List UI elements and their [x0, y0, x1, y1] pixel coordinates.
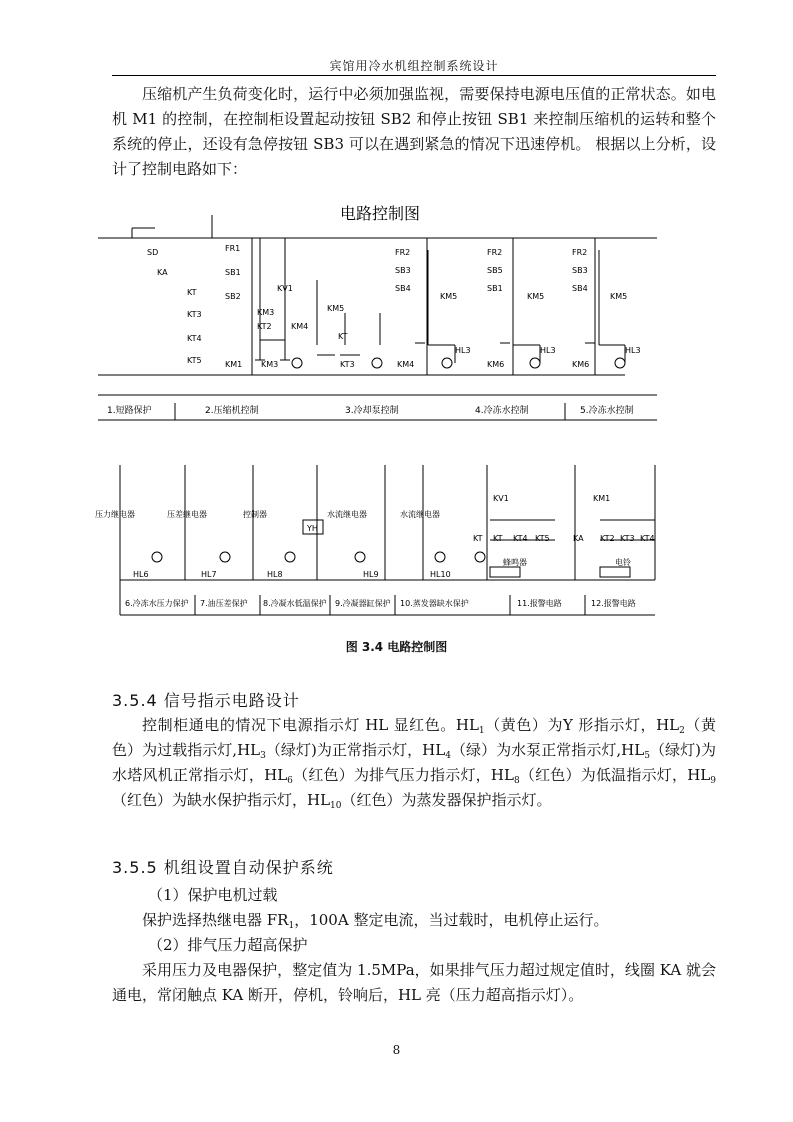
col-label: KM5 [610, 292, 628, 301]
running-header: 宾馆用冷水机组控制系统设计 [329, 59, 499, 73]
top-section-label: 3.冷却泵控制 [345, 406, 399, 416]
col-label: FR2 [487, 248, 503, 257]
alarm-label: KV1 [493, 494, 509, 503]
col-label: HL3 [625, 346, 641, 355]
top-section-label: 2.压缩机控制 [205, 406, 259, 416]
col-label: KM5 [527, 292, 545, 301]
relay-label: 水流继电器 [327, 510, 367, 519]
hl-label: HL7 [201, 570, 217, 579]
section-354-paragraph: 控制柜通电的情况下电源指示灯 HL 显红色。$HL_1$（黄色）为Y 形指示灯，$HL_2$（黄色）为过载指示灯$,HL_3$（绿灯)为正常指示灯，$HL_4$（绿）为水泵正常指示灯$,HL_5$（绿灯)为水塔风机正常指示灯，$HL_6$（红色）为排气压力指示灯，$HL_8$（红色）为低温指示灯，$HL_9$（红色）为缺水保护指示灯，$HL_{10}$（红色）为蒸发器保护指示灯。 [112, 716, 717, 811]
comp-label: FR1 [225, 244, 241, 253]
comp-label: KM5 [327, 304, 345, 313]
item1-text: 保护选择热继电器 $FR_1$，100A 整定电流，当过载时，电机停止运行。 [142, 911, 609, 931]
alarm2-label: KA [573, 534, 584, 543]
top-section-label: 4.冷冻水控制 [475, 406, 529, 416]
col-label: SB1 [487, 284, 503, 293]
comp-label: KM4 [291, 322, 309, 331]
bottom-section-label: 8.冷凝水低温保护 [263, 599, 327, 608]
section-heading-355: 3.5.5 机组设置自动保护系统 [112, 858, 334, 877]
alarm2-label: KT4 [640, 534, 655, 543]
col-label: HL3 [455, 346, 471, 355]
col-label: SB5 [487, 266, 503, 275]
comp-label: KM3 [261, 360, 279, 369]
left-label: KA [157, 268, 168, 277]
left-label: SD [147, 248, 159, 257]
alarm2-label: 电铃 [615, 558, 631, 567]
alarm2-label: KT3 [620, 534, 635, 543]
comp-label: KT2 [257, 322, 272, 331]
col-label: KM5 [440, 292, 458, 301]
intro-paragraph: 压缩机产生负荷变化时，运行中必须加强监视，需要保持电源电压值的正常状态。如电机 M1 的控制，在控制柜设置起动按钮 SB2 和停止按钮 SB1 来控制压缩机的运转和整个系统的停止，还设有急停按钮 SB3 可以在遇到紧急的情况下迅速停机。 根据以上分析，设计了控制电路如下： [112, 85, 716, 178]
comp-label: KM3 [257, 308, 275, 317]
left-label: KT3 [187, 310, 202, 319]
figure-caption: 图 3.4 电路控制图 [345, 640, 448, 654]
col-label: FR2 [572, 248, 588, 257]
left-label: KT [187, 288, 197, 297]
left-label: KT4 [187, 334, 202, 343]
bottom-section-label: 6.冷冻水压力保护 [125, 599, 189, 608]
section-heading-354: 3.5.4 信号指示电路设计 [112, 691, 300, 710]
hl-label: HL6 [133, 570, 149, 579]
bottom-section-label: 10.蒸发器缺水保护 [400, 599, 469, 608]
yh-label: YH [307, 524, 318, 533]
bottom-section-label: 12.报警电路 [591, 599, 636, 608]
bottom-section-label: 9.冷凝器缸保护 [335, 599, 391, 608]
alarm-label: KT [473, 534, 483, 543]
alarm-label: KT [493, 534, 503, 543]
bottom-section-label: 11.报警电路 [517, 599, 562, 608]
circuit-diagram [95, 195, 665, 625]
col-label: SB4 [395, 284, 411, 293]
col-label: KM4 [397, 360, 415, 369]
alarm-label: KT4 [513, 534, 528, 543]
alarm-label: 蜂鸣器 [503, 558, 527, 567]
col-label: FR2 [395, 248, 411, 257]
relay-label: 压差继电器 [167, 510, 207, 519]
hl-label: HL10 [430, 570, 451, 579]
alarm-label: KT5 [535, 534, 550, 543]
col-label: SB3 [395, 266, 411, 275]
comp-label: KT [338, 332, 348, 341]
comp-label: SB1 [225, 268, 241, 277]
top-section-label: 5.冷冻水控制 [580, 406, 634, 416]
hl-label: HL9 [363, 570, 379, 579]
item2-text: 采用压力及电器保护，整定值为 1.5MPa，如果排气压力超过规定值时，线圈 KA 就会通电，常闭触点 KA 断开，停机，铃响后，HL 亮（压力超高指示灯）。 [112, 961, 716, 1004]
hl-label: HL8 [267, 570, 283, 579]
bottom-section-label: 7.油压差保护 [200, 599, 248, 608]
col-label: SB4 [572, 284, 588, 293]
alarm2-label: KM1 [593, 494, 611, 503]
comp-label: SB2 [225, 292, 241, 301]
comp-label: KV1 [277, 284, 293, 293]
item2-title: （2）排气压力超高保护 [148, 936, 308, 954]
page-number: 8 [392, 1043, 401, 1057]
diagram-title: 电路控制图 [339, 204, 421, 223]
comp-label: KM1 [225, 360, 243, 369]
col-label: KM6 [487, 360, 505, 369]
relay-label: 压力继电器 [95, 510, 135, 519]
relay-label: 控制器 [243, 510, 267, 519]
header-rule [112, 75, 716, 76]
col-label: HL3 [540, 346, 556, 355]
item1-title: （1）保护电机过载 [148, 886, 278, 904]
col-label: KM6 [572, 360, 590, 369]
relay-label: 水流继电器 [400, 510, 440, 519]
alarm2-label: KT2 [600, 534, 615, 543]
comp-label: KT3 [340, 360, 355, 369]
col-label: SB3 [572, 266, 588, 275]
top-section-label: 1.短路保护 [107, 406, 152, 416]
left-label: KT5 [187, 356, 202, 365]
